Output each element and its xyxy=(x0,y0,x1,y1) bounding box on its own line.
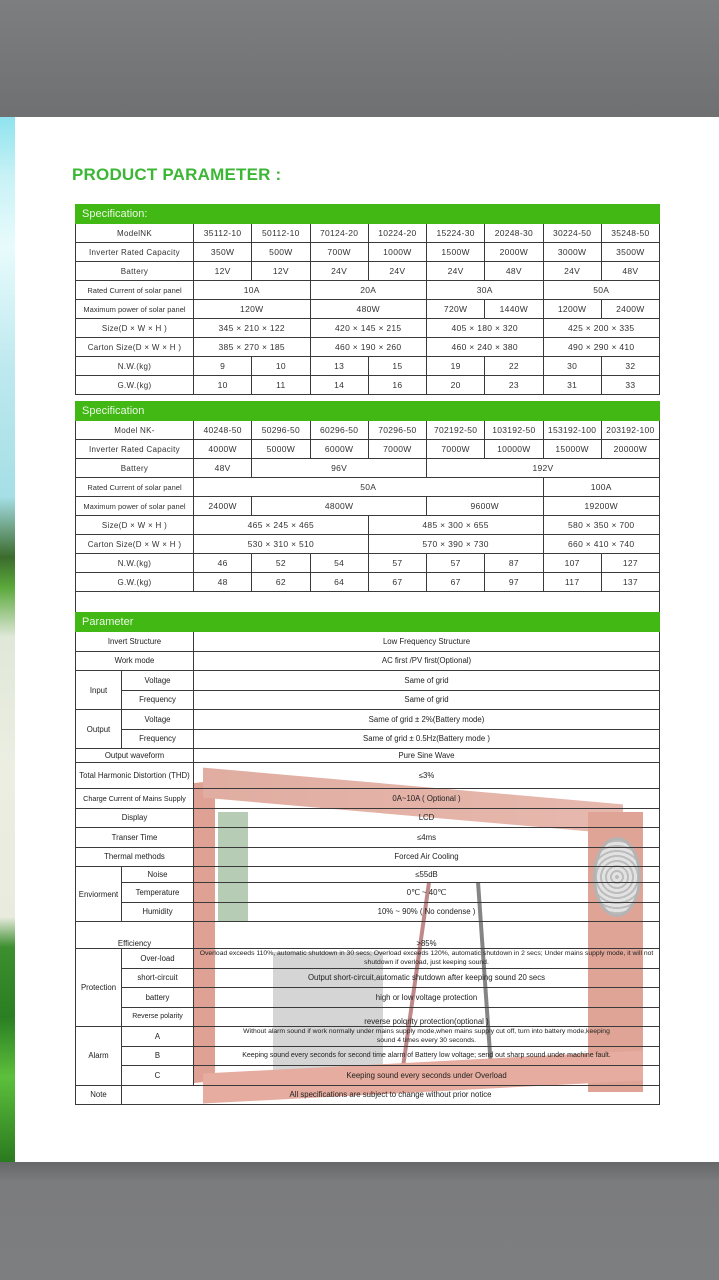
cell: 13 xyxy=(310,357,368,376)
table-row xyxy=(76,516,660,535)
cell: 67 xyxy=(368,573,426,592)
cell: 480W xyxy=(310,300,427,319)
cell: 120W xyxy=(194,300,311,319)
row-label: Temperature xyxy=(122,883,194,903)
cell: ≤55dB xyxy=(194,867,660,883)
cell: 35112-10 xyxy=(194,224,252,243)
row-label: Carton Size(D × W × H ) xyxy=(76,535,194,554)
cell: 24V xyxy=(543,262,601,281)
cell: 67 xyxy=(427,573,485,592)
cell: 19200W xyxy=(543,497,660,516)
cell: >85% xyxy=(194,922,660,949)
cell: 19 xyxy=(427,357,485,376)
cell: 70124-20 xyxy=(310,224,368,243)
row-label: Inverter Rated Capacity xyxy=(76,243,194,262)
cell: Overload exceeds 110%, automatic shutdown in 30 secs; Overload exceeds 120%, automatic shutdown in 2 secs; Under mains supply mode, it will not shutdown if overload, just keeping sound. xyxy=(194,949,660,969)
cell: 57 xyxy=(427,554,485,573)
cell: 48 xyxy=(194,573,252,592)
row-label: Invert Structure xyxy=(76,632,194,652)
cell: 700W xyxy=(310,243,368,262)
cell: Pure Sine Wave xyxy=(194,749,660,763)
row-label: G.W.(kg) xyxy=(76,376,194,395)
cell: 465 × 245 × 465 xyxy=(194,516,369,535)
row-label: B xyxy=(122,1046,194,1066)
row-label: G.W.(kg) xyxy=(76,573,194,592)
table-row xyxy=(76,554,660,573)
cell: 35248-50 xyxy=(601,224,659,243)
row-label: Maximum power of solar panel xyxy=(76,300,194,319)
cell: 2000W xyxy=(485,243,543,262)
row-label: Battery xyxy=(76,459,194,478)
cell: 192V xyxy=(427,459,660,478)
table-row xyxy=(76,632,660,652)
cell: 54 xyxy=(310,554,368,573)
table-row xyxy=(76,421,660,440)
table-row xyxy=(76,651,660,671)
table-row xyxy=(76,883,660,903)
cell: 12V xyxy=(252,262,310,281)
table-row xyxy=(76,478,660,497)
row-label: Rated Current of solar panel xyxy=(76,478,194,497)
cell: 405 × 180 × 320 xyxy=(427,319,544,338)
cell: 2400W xyxy=(194,497,252,516)
table-row xyxy=(76,902,660,922)
parameter-section xyxy=(75,612,660,1101)
table-row xyxy=(76,357,660,376)
cell: Same of grid xyxy=(194,690,660,710)
cell: 62 xyxy=(252,573,310,592)
cell: LCD xyxy=(194,808,660,828)
decorative-nature-strip xyxy=(0,117,15,1162)
cell: 33 xyxy=(601,376,659,395)
cell: 50A xyxy=(543,281,660,300)
cell: 40248-50 xyxy=(194,421,252,440)
table-row xyxy=(76,376,660,395)
table-row xyxy=(76,867,660,883)
table-row xyxy=(76,763,660,789)
cell: 7000W xyxy=(368,440,426,459)
table-row xyxy=(76,440,660,459)
row-label: Maximum power of solar panel xyxy=(76,497,194,516)
table-row xyxy=(76,789,660,809)
cell: 500W xyxy=(252,243,310,262)
cell: 70296-50 xyxy=(368,421,426,440)
table-row xyxy=(76,828,660,848)
spec-sheet-image[interactable] xyxy=(0,117,719,1162)
spec-2-heading: Specification xyxy=(76,402,660,421)
page-title: PRODUCT PARAMETER : xyxy=(72,165,282,184)
cell: Same of grid ± 0.5Hz(Battery mode ) xyxy=(194,729,660,749)
cell: 127 xyxy=(601,554,659,573)
cell: 48V xyxy=(485,262,543,281)
cell: 24V xyxy=(427,262,485,281)
cell: Without alarm sound if work normally under mains supply mode,when mains supply cut off, turn into battery mode,keeping sound 4 times every 30 seconds. xyxy=(194,1027,660,1047)
cell: 702192-50 xyxy=(427,421,485,440)
cell: 3000W xyxy=(543,243,601,262)
row-label: Display xyxy=(76,808,194,828)
cell: 153192-100 xyxy=(543,421,601,440)
cell: 48V xyxy=(601,262,659,281)
parameter-heading: Parameter xyxy=(76,613,660,632)
cell: reverse polqrity protection(optional ) xyxy=(194,1007,660,1027)
row-label: Output waveform xyxy=(76,749,194,763)
cell: 720W xyxy=(427,300,485,319)
cell: 660 × 410 × 740 xyxy=(543,535,660,554)
group-label: Protection xyxy=(76,949,122,1027)
row-label: Carton Size(D × W × H ) xyxy=(76,338,194,357)
cell: 1200W xyxy=(543,300,601,319)
row-label: short-circuit xyxy=(122,968,194,988)
row-label: Reverse polarity xyxy=(122,1007,194,1027)
cell: 9600W xyxy=(427,497,544,516)
table-row xyxy=(76,710,660,730)
table-row xyxy=(76,749,660,763)
row-label: ModelNK xyxy=(76,224,194,243)
row-label: Rated Current of solar panel xyxy=(76,281,194,300)
spec-table-1 xyxy=(75,204,660,395)
table-row xyxy=(76,949,660,969)
cell: 48V xyxy=(194,459,252,478)
row-label: C xyxy=(122,1066,194,1086)
table-row xyxy=(76,968,660,988)
group-label: Input xyxy=(76,671,122,710)
cell: 14 xyxy=(310,376,368,395)
table-row xyxy=(76,319,660,338)
table-row xyxy=(76,573,660,592)
table-row xyxy=(76,1046,660,1066)
table-row xyxy=(76,262,660,281)
cell: 107 xyxy=(543,554,601,573)
cell: 30A xyxy=(427,281,544,300)
cell: Keeping sound every seconds for second time alarm of Battery low voltage; send out sharp sound under machine fault. xyxy=(194,1046,660,1066)
row-label: Noise xyxy=(122,867,194,883)
row-label: Battery xyxy=(76,262,194,281)
cell: 3500W xyxy=(601,243,659,262)
cell: Same of grid ± 2%(Battery mode) xyxy=(194,710,660,730)
cell: 16 xyxy=(368,376,426,395)
table-row xyxy=(76,922,660,949)
table-row xyxy=(76,690,660,710)
cell: 52 xyxy=(252,554,310,573)
cell: 15224-30 xyxy=(427,224,485,243)
cell: 12V xyxy=(194,262,252,281)
cell: 1440W xyxy=(485,300,543,319)
row-label: N.W.(kg) xyxy=(76,554,194,573)
spec-1-heading: Specification: xyxy=(76,205,660,224)
cell: 6000W xyxy=(310,440,368,459)
cell: 103192-50 xyxy=(485,421,543,440)
row-label: N.W.(kg) xyxy=(76,357,194,376)
table-row xyxy=(76,281,660,300)
parameter-table xyxy=(75,612,660,1105)
cell: ≤4ms xyxy=(194,828,660,848)
cell: 10000W xyxy=(485,440,543,459)
cell: 32 xyxy=(601,357,659,376)
table-row xyxy=(76,459,660,478)
cell: 1500W xyxy=(427,243,485,262)
row-label: Total Harmonic Distortion (THD) xyxy=(76,763,194,789)
row-label: Voltage xyxy=(122,710,194,730)
cell: 460 × 240 × 380 xyxy=(427,338,544,357)
cell: 15000W xyxy=(543,440,601,459)
cell: Output short-circuit,automatic shutdown after keeping sound 20 secs xyxy=(194,968,660,988)
cell: 137 xyxy=(601,573,659,592)
row-label: Size(D × W × H ) xyxy=(76,319,194,338)
cell: Same of grid xyxy=(194,671,660,691)
cell: 10 xyxy=(194,376,252,395)
cell: 24V xyxy=(310,262,368,281)
cell: 20248-30 xyxy=(485,224,543,243)
cell: 4000W xyxy=(194,440,252,459)
table-row xyxy=(76,224,660,243)
cell: 22 xyxy=(485,357,543,376)
cell: 0A~10A ( Optional ) xyxy=(194,789,660,809)
cell: ≤3% xyxy=(194,763,660,789)
cell: 5000W xyxy=(252,440,310,459)
cell: 490 × 290 × 410 xyxy=(543,338,660,357)
table-row xyxy=(76,1085,660,1105)
group-label: Output xyxy=(76,710,122,749)
row-label: Note xyxy=(76,1085,122,1105)
cell: 30 xyxy=(543,357,601,376)
cell: 100A xyxy=(543,478,660,497)
cell: 2400W xyxy=(601,300,659,319)
cell: 20000W xyxy=(601,440,659,459)
cell: 31 xyxy=(543,376,601,395)
cell: 87 xyxy=(485,554,543,573)
cell: high or low voltage protection xyxy=(194,988,660,1008)
cell: 10A xyxy=(194,281,311,300)
row-label: Transer Time xyxy=(76,828,194,848)
cell: 24V xyxy=(368,262,426,281)
row-label: Frequency xyxy=(122,729,194,749)
row-label: Efficiency xyxy=(76,922,194,949)
table-row xyxy=(76,1007,660,1027)
cell: 350W xyxy=(194,243,252,262)
cell: 11 xyxy=(252,376,310,395)
table-row xyxy=(76,729,660,749)
cell: All specifications are subject to change without prior notice xyxy=(122,1085,660,1105)
row-label: Size(D × W × H ) xyxy=(76,516,194,535)
cell: 0℃ ~ 40℃ xyxy=(194,883,660,903)
row-label: Thermal methods xyxy=(76,847,194,867)
viewer-top-bar xyxy=(0,0,719,117)
table-row xyxy=(76,243,660,262)
cell: 20 xyxy=(427,376,485,395)
row-label: Charge Current of Mains Supply xyxy=(76,789,194,809)
table-row xyxy=(76,671,660,691)
row-label: Model NK- xyxy=(76,421,194,440)
table-row xyxy=(76,535,660,554)
cell: 30224-50 xyxy=(543,224,601,243)
cell: 580 × 350 × 700 xyxy=(543,516,660,535)
row-label: battery xyxy=(122,988,194,1008)
cell: 64 xyxy=(310,573,368,592)
cell: 485 × 300 × 655 xyxy=(368,516,543,535)
cell: Keeping sound every seconds under Overload xyxy=(194,1066,660,1086)
row-label: Inverter Rated Capacity xyxy=(76,440,194,459)
cell: 117 xyxy=(543,573,601,592)
table-row xyxy=(76,988,660,1008)
row-label: Voltage xyxy=(122,671,194,691)
cell: 7000W xyxy=(427,440,485,459)
cell: Forced Air Cooling xyxy=(194,847,660,867)
cell: 57 xyxy=(368,554,426,573)
cell: 23 xyxy=(485,376,543,395)
spec-table-2 xyxy=(75,401,660,614)
cell: 385 × 270 × 185 xyxy=(194,338,311,357)
cell: 96V xyxy=(252,459,427,478)
cell: 9 xyxy=(194,357,252,376)
table-row xyxy=(76,847,660,867)
cell: 420 × 145 × 215 xyxy=(310,319,427,338)
cell: 10% ~ 90% ( No condense ) xyxy=(194,902,660,922)
row-label: A xyxy=(122,1027,194,1047)
cell: Low Frequency Structure xyxy=(194,632,660,652)
table-row xyxy=(76,808,660,828)
cell: 203192-100 xyxy=(601,421,659,440)
cell: 60296-50 xyxy=(310,421,368,440)
cell: 20A xyxy=(310,281,427,300)
cell: 46 xyxy=(194,554,252,573)
row-label: Work mode xyxy=(76,651,194,671)
cell: 15 xyxy=(368,357,426,376)
group-label: Enviorment xyxy=(76,867,122,922)
cell: 530 × 310 × 510 xyxy=(194,535,369,554)
cell: 4800W xyxy=(252,497,427,516)
cell: 425 × 200 × 335 xyxy=(543,319,660,338)
table-row xyxy=(76,497,660,516)
spacer-row xyxy=(76,592,660,614)
cell: 570 × 390 × 730 xyxy=(368,535,543,554)
cell: AC first /PV first(Optional) xyxy=(194,651,660,671)
cell: 50112-10 xyxy=(252,224,310,243)
table-row xyxy=(76,338,660,357)
cell: 1000W xyxy=(368,243,426,262)
cell: 50296-50 xyxy=(252,421,310,440)
cell: 10224-20 xyxy=(368,224,426,243)
cell: 10 xyxy=(252,357,310,376)
cell: 345 × 210 × 122 xyxy=(194,319,311,338)
table-row xyxy=(76,300,660,319)
cell: 460 × 190 × 260 xyxy=(310,338,427,357)
cell: 50A xyxy=(194,478,544,497)
viewer-bottom-bar xyxy=(0,1162,719,1280)
cell: 97 xyxy=(485,573,543,592)
table-row xyxy=(76,1066,660,1086)
table-row xyxy=(76,1027,660,1047)
group-label: Alarm xyxy=(76,1027,122,1086)
row-label: Over-load xyxy=(122,949,194,969)
row-label: Frequency xyxy=(122,690,194,710)
row-label: Humidity xyxy=(122,902,194,922)
